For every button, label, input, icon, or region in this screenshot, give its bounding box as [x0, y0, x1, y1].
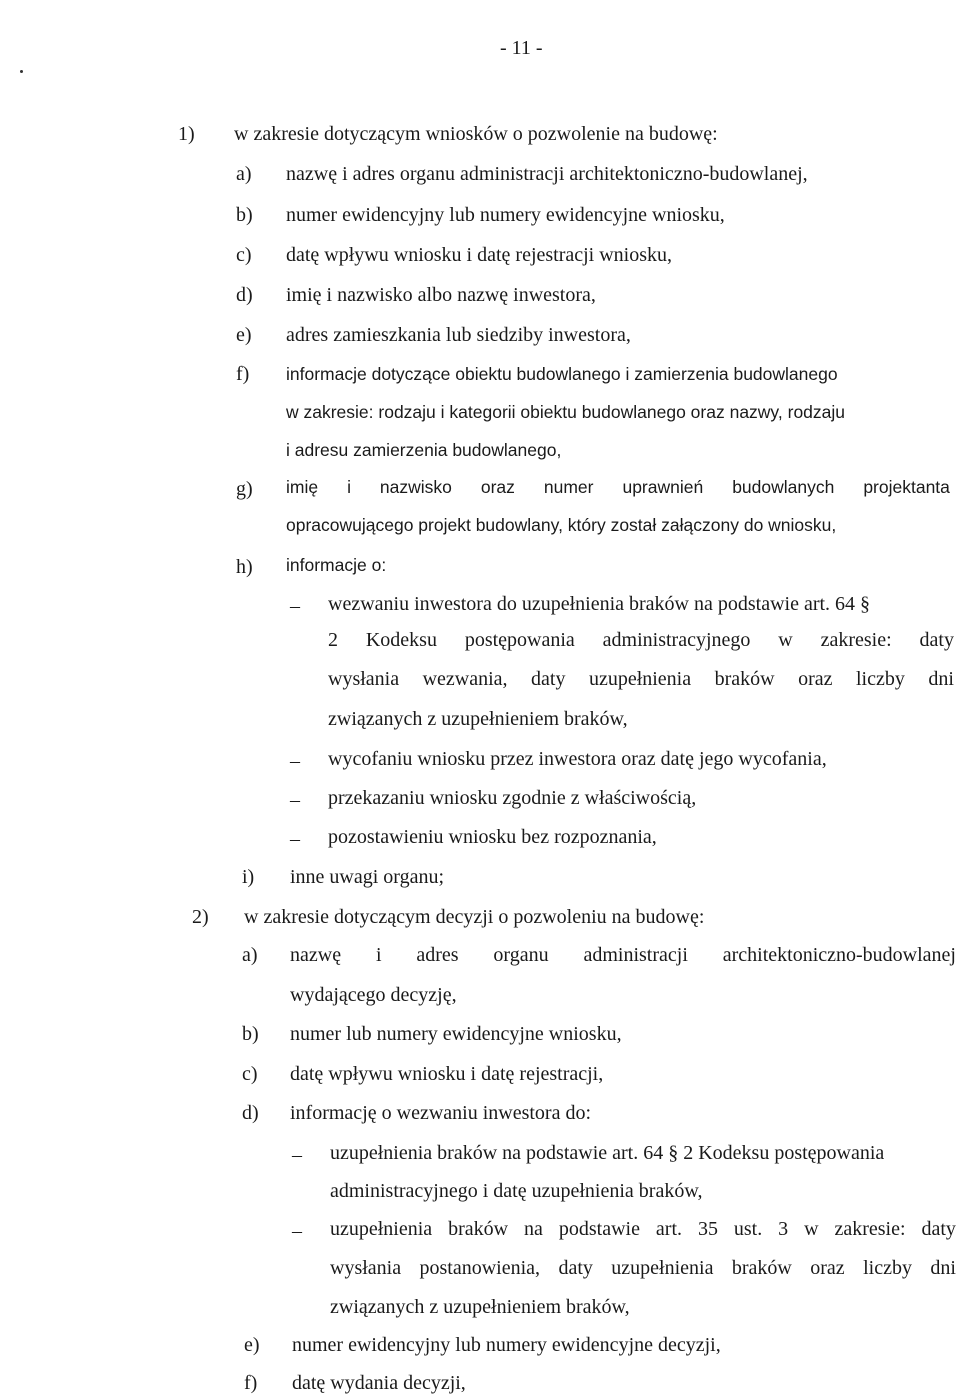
word: architektoniczno-budowlanej	[722, 944, 956, 966]
item-1d-marker: d)	[236, 284, 253, 306]
item-2-number: 2)	[192, 906, 209, 928]
item-1g-line	[286, 475, 950, 499]
item-1a-marker: a)	[236, 163, 252, 185]
word: ust.	[733, 1218, 763, 1240]
word: daty	[531, 668, 566, 690]
word: 3	[778, 1218, 789, 1240]
dash-marker: –	[292, 1220, 302, 1242]
item-2d-dash-2-line: związanych z uzupełnieniem braków,	[330, 1296, 630, 1318]
word: daty	[921, 1218, 956, 1240]
word: administracji	[583, 944, 688, 966]
item-1h-dash-4-line: pozostawieniu wniosku bez rozpoznania,	[328, 826, 657, 848]
scan-dot	[20, 70, 23, 73]
item-1i-text: inne uwagi organu;	[290, 866, 445, 888]
item-2a-marker: a)	[242, 944, 258, 966]
word: na	[524, 1218, 543, 1240]
dash-marker: –	[290, 750, 300, 772]
item-1g-marker: g)	[236, 478, 253, 500]
item-1f-line: informacje dotyczące obiektu budowlanego i zamierzenia budowlanego	[286, 364, 838, 384]
item-1e-marker: e)	[236, 324, 252, 346]
word: postanowienia,	[419, 1257, 541, 1279]
item-2f-marker: f)	[244, 1372, 258, 1394]
page-number: - 11 -	[500, 37, 543, 59]
item-2b-text: numer lub numery ewidencyjne wniosku,	[290, 1023, 622, 1045]
item-1h-text: informacje o:	[286, 555, 387, 575]
item-2d-dash-2-line	[330, 1256, 956, 1280]
word: liczby	[855, 668, 905, 690]
item-1h-dash-1-line	[328, 628, 954, 652]
item-1h-marker: h)	[236, 556, 253, 578]
word: organu	[493, 944, 549, 966]
item-2d-dash-1-line: uzupełnienia braków na podstawie art. 64 § 2 Kodeksu postępowania	[330, 1142, 885, 1164]
word: numer	[543, 477, 594, 497]
word: oraz	[810, 1257, 845, 1279]
word: braków	[448, 1218, 509, 1240]
item-2a-line: wydającego decyzję,	[290, 984, 457, 1006]
word: budowlanych	[732, 477, 835, 497]
word: uzupełnienia	[588, 668, 692, 690]
word: zakresie:	[834, 1218, 906, 1240]
item-1b-marker: b)	[236, 204, 253, 226]
word: uprawnień	[622, 477, 704, 497]
word: podstawie	[558, 1218, 640, 1240]
word: uzupełnienia	[330, 1218, 433, 1240]
item-2d-dash-2-line	[330, 1217, 956, 1241]
item-1f-marker: f)	[236, 363, 250, 385]
item-2d-dash-1-line: administracyjnego i datę uzupełnienia braków,	[330, 1180, 703, 1202]
word: 2	[328, 629, 338, 651]
word: w	[804, 1218, 819, 1240]
word: zakresie:	[820, 629, 892, 651]
item-1-heading: w zakresie dotyczącym wniosków o pozwolenie na budowę:	[234, 123, 718, 145]
item-2-heading: w zakresie dotyczącym decyzji o pozwoleniu na budowę:	[244, 906, 705, 928]
item-1b-text: numer ewidencyjny lub numery ewidencyjne wniosku,	[286, 204, 725, 226]
item-1h-dash-2-line: wycofaniu wniosku przez inwestora oraz datę jego wycofania,	[328, 748, 827, 770]
word: dni	[930, 1257, 956, 1279]
dash-marker: –	[290, 595, 300, 617]
dash-marker: –	[290, 789, 300, 811]
word: Kodeksu	[365, 629, 437, 651]
item-1i-marker: i)	[242, 866, 255, 888]
word: oraz	[480, 477, 515, 497]
word: w	[778, 629, 793, 651]
dash-marker: –	[290, 828, 300, 850]
item-2c-text: datę wpływu wniosku i datę rejestracji,	[290, 1063, 604, 1085]
item-1f-line: i adresu zamierzenia budowlanego,	[286, 440, 562, 460]
item-1h-dash-1-line	[328, 667, 954, 691]
item-2c-marker: c)	[242, 1063, 258, 1085]
word: 35	[697, 1218, 718, 1240]
word: adres	[416, 944, 459, 966]
item-1f-line: w zakresie: rodzaju i kategorii obiektu budowlanego oraz nazwy, rodzaju	[286, 402, 846, 422]
word: oraz	[798, 668, 833, 690]
item-1d-text: imię i nazwisko albo nazwę inwestora,	[286, 284, 596, 306]
word: wysłania	[330, 1257, 402, 1279]
dash-marker: –	[292, 1144, 302, 1166]
word: daty	[558, 1257, 593, 1279]
word: art.	[655, 1218, 682, 1240]
item-2e-marker: e)	[244, 1334, 260, 1356]
word: liczby	[863, 1257, 912, 1279]
word: i	[375, 944, 382, 966]
word: wezwania,	[422, 668, 508, 690]
item-2a-line	[290, 943, 956, 967]
word: wysłania	[328, 668, 400, 690]
item-2e-text: numer ewidencyjny lub numery ewidencyjne decyzji,	[292, 1334, 721, 1356]
item-1g-line: opracowującego projekt budowlany, który został załączony do wniosku,	[286, 515, 837, 535]
word: dni	[928, 668, 954, 690]
word: uzupełnienia	[611, 1257, 714, 1279]
item-1h-dash-3-line: przekazaniu wniosku zgodnie z właściwością,	[328, 787, 697, 809]
word: administracyjnego	[602, 629, 751, 651]
word: imię	[286, 477, 319, 497]
item-1h-dash-1-line: wezwaniu inwestora do uzupełnienia braków na podstawie art. 64 §	[328, 593, 871, 615]
word: daty	[919, 629, 954, 651]
item-2d-marker: d)	[242, 1102, 259, 1124]
word: nazwisko	[379, 477, 452, 497]
item-1e-text: adres zamieszkania lub siedziby inwestora,	[286, 324, 631, 346]
word: braków	[731, 1257, 792, 1279]
item-1c-text: datę wpływu wniosku i datę rejestracji wniosku,	[286, 244, 673, 266]
item-1c-marker: c)	[236, 244, 252, 266]
item-2d-text: informację o wezwaniu inwestora do:	[290, 1102, 592, 1124]
word: projektanta	[863, 477, 950, 497]
item-2f-text: datę wydania decyzji,	[292, 1372, 466, 1394]
word: nazwę	[290, 944, 342, 966]
word: postępowania	[464, 629, 575, 651]
item-1a-text: nazwę i adres organu administracji architektoniczno-budowlanej,	[286, 163, 808, 185]
item-2b-marker: b)	[242, 1023, 259, 1045]
word: i	[347, 477, 351, 497]
item-1h-dash-1-line: związanych z uzupełnieniem braków,	[328, 708, 628, 730]
item-1-number: 1)	[178, 123, 195, 145]
word: braków	[714, 668, 775, 690]
